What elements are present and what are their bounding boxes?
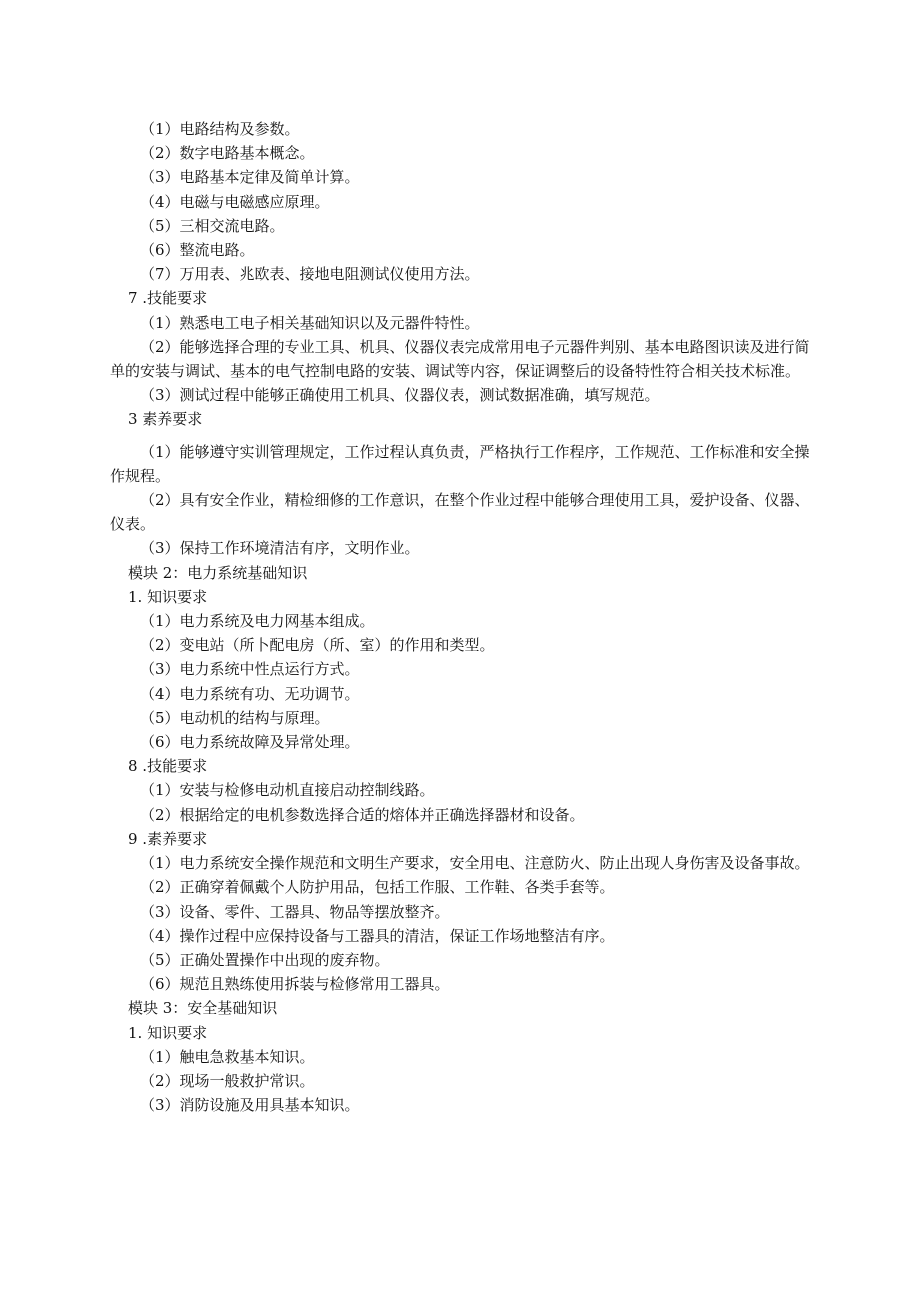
section-heading: 3 素养要求 <box>128 410 203 429</box>
section-heading: 1. 知识要求 <box>128 1023 208 1042</box>
module-title: 模块 2：电力系统基础知识 <box>128 563 308 582</box>
list-item: （2）现场一般救护常识。 <box>140 1071 315 1090</box>
section-heading: 1. 知识要求 <box>128 587 208 606</box>
list-item: （1）熟悉电工电子相关基础知识以及元器件特性。 <box>140 313 480 332</box>
list-item: （5）正确处置操作中出现的废弃物。 <box>140 950 390 969</box>
list-item-paragraph: （2）能够选择合理的专业工具、机具、仪器仪表完成常用电子元器件判别、基本电路图识读及进行简单的安装与调试、基本的电气控制电路的安装、调试等内容，保证调整后的设备特性符合相关技术标准。 <box>110 337 810 381</box>
list-item: （7）万用表、兆欧表、接地电阻测试仪使用方法。 <box>140 265 480 284</box>
list-item-paragraph: （1）能够遵守实训管理规定，工作过程认真负责，严格执行工作程序，工作规范、工作标准和安全操作规程。 <box>110 442 810 485</box>
module-title: 模块 3：安全基础知识 <box>128 999 278 1018</box>
list-item: （3）测试过程中能够正确使用工机具、仪器仪表，测试数据准确，填写规范。 <box>140 386 660 405</box>
document-body <box>110 117 810 1117</box>
list-item: （3）保持工作环境清洁有序，文明作业。 <box>140 539 420 558</box>
list-item: （3）设备、零件、工器具、物品等摆放整齐。 <box>140 902 450 921</box>
list-item: （2）根据给定的电机参数选择合适的熔体并正确选择器材和设备。 <box>140 805 585 824</box>
list-item-paragraph: （2）具有安全作业，精检细修的工作意识，在整个作业过程中能够合理使用工具，爱护设备、仪器、仪表。 <box>110 491 810 534</box>
section-heading: 7 .技能要求 <box>128 289 208 308</box>
list-item: （6）规范且熟练使用拆装与检修常用工器具。 <box>140 975 450 994</box>
list-item: （1）电路结构及参数。 <box>140 120 300 138</box>
list-item: （2）数字电路基本概念。 <box>140 144 315 163</box>
list-item: （2）变电站（所卜配电房（所、室）的作用和类型。 <box>140 636 495 655</box>
list-item: （1）安装与检修电动机直接启动控制线路。 <box>140 781 435 800</box>
list-item: （6）整流电路。 <box>140 241 255 260</box>
list-item: （3）电路基本定律及简单计算。 <box>140 168 360 187</box>
list-item: （4）电力系统有功、无功调节。 <box>140 684 360 703</box>
section-heading: 8 .技能要求 <box>128 757 208 776</box>
list-item: （2）正确穿着佩戴个人防护用品，包括工作服、工作鞋、各类手套等。 <box>140 878 615 897</box>
section-heading: 9 .素养要求 <box>128 829 208 848</box>
list-item: （1）触电急救基本知识。 <box>140 1047 315 1066</box>
list-item: （3）消防设施及用具基本知识。 <box>140 1096 360 1115</box>
list-item: （3）电力系统中性点运行方式。 <box>140 660 360 679</box>
list-item: （1）电力系统及电力网基本组成。 <box>140 612 375 631</box>
list-item-paragraph: （1）电力系统安全操作规范和文明生产要求，安全用电、注意防火、防止出现人身伤害及设备事故。 <box>140 854 810 873</box>
list-item: （5）电动机的结构与原理。 <box>140 708 330 727</box>
list-item: （4）电磁与电磁感应原理。 <box>140 192 330 211</box>
list-item: （4）操作过程中应保持设备与工器具的清洁，保证工作场地整洁有序。 <box>140 926 615 945</box>
list-item: （6）电力系统故障及异常处理。 <box>140 733 360 752</box>
list-item: （5）三相交流电路。 <box>140 216 285 235</box>
